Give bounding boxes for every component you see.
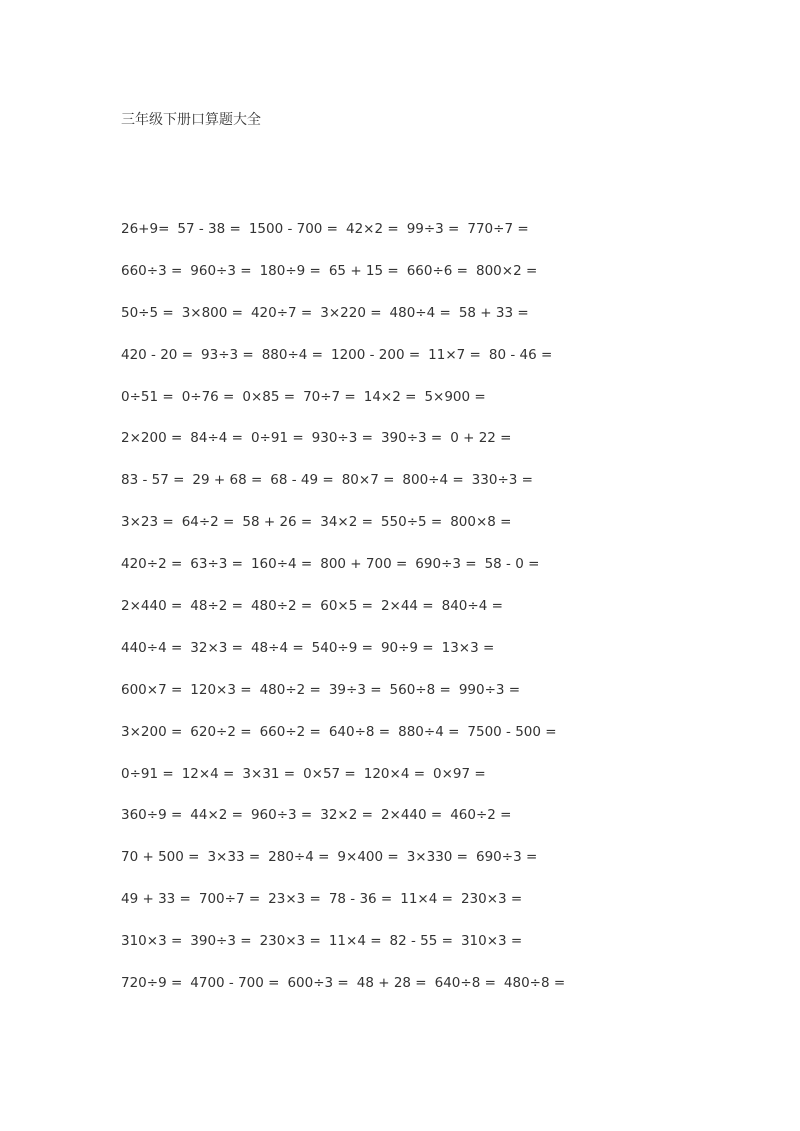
problem-item: 13×3 = — [441, 639, 495, 656]
problem-item: 440÷4 = — [121, 639, 183, 656]
problem-item: 0÷51 = — [121, 388, 174, 405]
problem-item: 99÷3 = — [406, 221, 460, 237]
problem-item: 960÷3 = — [190, 262, 252, 279]
problem-item: 3×330 = — [406, 849, 468, 866]
problem-item: 800÷4 = — [402, 472, 464, 489]
problem-item: 330÷3 = — [471, 472, 533, 489]
problem-row — [121, 805, 761, 847]
problem-item: 690÷3 = — [415, 556, 477, 573]
problem-item: 3×31 = — [242, 765, 296, 782]
problem-item: 660÷6 = — [406, 262, 468, 279]
problem-item: 390÷3 = — [190, 933, 252, 950]
problem-item: 120×4 = — [363, 765, 426, 782]
problem-item: 50÷5 = — [121, 304, 174, 321]
problem-item: 1500 - 700 = — [248, 221, 338, 237]
problem-item: 32×2 = — [320, 807, 373, 824]
problem-item: 2×200 = — [121, 430, 183, 447]
problem-item: 64÷2 = — [181, 514, 235, 531]
problem-item: 660÷3 = — [121, 262, 183, 279]
problem-item: 58 + 26 = — [242, 514, 313, 531]
problem-item: 23×3 = — [268, 891, 321, 908]
problem-item: 3×800 = — [181, 304, 243, 321]
problem-item: 26+9= — [121, 221, 170, 237]
problem-item: 800 + 700 = — [320, 556, 408, 573]
problem-item: 58 + 33 = — [458, 304, 529, 321]
problem-row — [121, 261, 761, 303]
problem-item: 48 + 28 = — [356, 975, 427, 992]
problem-item: 540÷9 = — [311, 639, 373, 656]
problem-item: 80 - 46 = — [488, 346, 553, 363]
problem-row — [121, 931, 761, 973]
problem-item: 560÷8 = — [389, 681, 451, 698]
problem-item: 0×85 = — [242, 388, 296, 405]
problem-item: 34×2 = — [320, 514, 373, 531]
problem-item: 640÷8 = — [328, 723, 391, 740]
problem-item: 930÷3 = — [311, 430, 373, 447]
problem-item: 2×440 = — [121, 598, 183, 615]
problem-item: 9×400 = — [337, 849, 399, 866]
problem-item: 49 + 33 = — [121, 891, 191, 908]
problem-row — [121, 596, 761, 638]
problem-item: 420÷2 = — [121, 556, 183, 573]
problem-row — [121, 428, 761, 470]
problem-item: 0÷91 = — [121, 765, 174, 782]
problem-row — [121, 219, 761, 261]
problem-item: 800×2 = — [475, 262, 538, 279]
problem-item: 90÷9 = — [380, 639, 434, 656]
problem-item: 700÷7 = — [198, 891, 261, 908]
problem-list — [121, 219, 761, 1015]
problem-item: 620÷2 = — [190, 723, 252, 740]
problem-item: 550÷5 = — [380, 514, 443, 531]
problem-row — [121, 722, 761, 764]
problem-row — [121, 512, 761, 554]
problem-item: 2×440 = — [380, 807, 443, 824]
problem-item: 57 - 38 = — [177, 221, 241, 237]
problem-row — [121, 973, 761, 1015]
problem-row — [121, 638, 761, 680]
problem-item: 11×7 = — [428, 346, 481, 363]
problem-item: 160÷4 = — [250, 556, 313, 573]
problem-item: 840÷4 = — [441, 598, 503, 615]
problem-item: 3×33 = — [207, 849, 261, 866]
problem-item: 80×7 = — [341, 472, 395, 489]
problem-item: 11×4 = — [328, 933, 382, 950]
problem-row — [121, 303, 761, 345]
problem-item: 880÷4 = — [261, 346, 323, 363]
problem-item: 44×2 = — [190, 807, 243, 824]
problem-item: 480÷2 = — [259, 681, 321, 698]
problem-item: 480÷2 = — [250, 598, 313, 615]
problem-item: 180÷9 = — [259, 262, 321, 279]
problem-item: 990÷3 = — [458, 681, 521, 698]
problem-item: 83 - 57 = — [121, 472, 185, 489]
problem-item: 480÷4 = — [389, 304, 451, 321]
problem-item: 420÷7 = — [250, 304, 313, 321]
problem-item: 0×57 = — [303, 765, 356, 782]
problem-item: 1200 - 200 = — [330, 346, 421, 363]
problem-item: 60×5 = — [320, 598, 373, 615]
problem-item: 3×200 = — [121, 723, 183, 740]
problem-item: 42×2 = — [346, 221, 399, 237]
problem-item: 29 + 68 = — [192, 472, 263, 489]
problem-item: 48÷4 = — [250, 639, 304, 656]
problem-row — [121, 764, 761, 806]
problem-item: 65 + 15 = — [328, 262, 399, 279]
problem-item: 7500 - 500 = — [467, 723, 557, 740]
problem-item: 480÷8 = — [503, 975, 566, 992]
problem-item: 68 - 49 = — [270, 472, 334, 489]
problem-item: 310×3 = — [121, 933, 183, 950]
problem-item: 390÷3 = — [380, 430, 443, 447]
problem-item: 12×4 = — [181, 765, 235, 782]
problem-item: 230×3 = — [460, 891, 523, 908]
problem-row — [121, 470, 761, 512]
problem-row — [121, 387, 761, 429]
problem-item: 3×220 = — [320, 304, 382, 321]
problem-item: 280÷4 = — [268, 849, 330, 866]
problem-item: 70÷7 = — [303, 388, 356, 405]
problem-item: 690÷3 = — [475, 849, 538, 866]
problem-item: 93÷3 = — [201, 346, 254, 363]
problem-item: 0 + 22 = — [450, 430, 512, 447]
problem-item: 460÷2 = — [450, 807, 512, 824]
problem-row — [121, 680, 761, 722]
problem-item: 0÷91 = — [250, 430, 304, 447]
problem-item: 2×44 = — [380, 598, 434, 615]
problem-row — [121, 554, 761, 596]
problem-item: 310×3 = — [460, 933, 523, 950]
problem-item: 600÷3 = — [287, 975, 349, 992]
problem-item: 640÷8 = — [434, 975, 496, 992]
problem-item: 3×23 = — [121, 514, 174, 531]
problem-item: 84÷4 = — [190, 430, 243, 447]
problem-item: 420 - 20 = — [121, 346, 194, 363]
problem-item: 960÷3 = — [250, 807, 313, 824]
problem-item: 660÷2 = — [259, 723, 321, 740]
problem-row — [121, 345, 761, 387]
problem-item: 230×3 = — [259, 933, 321, 950]
problem-item: 78 - 36 = — [328, 891, 393, 908]
problem-item: 82 - 55 = — [389, 933, 453, 950]
problem-item: 63÷3 = — [190, 556, 243, 573]
problem-item: 4700 - 700 = — [190, 975, 280, 992]
problem-item: 720÷9 = — [121, 975, 183, 992]
problem-item: 5×900 = — [424, 388, 486, 405]
problem-item: 0×97 = — [433, 765, 486, 782]
problem-item: 0÷76 = — [181, 388, 235, 405]
problem-item: 48÷2 = — [190, 598, 243, 615]
problem-item: 32×3 = — [190, 639, 243, 656]
problem-item: 70 + 500 = — [121, 849, 200, 866]
problem-item: 770÷7 = — [467, 221, 529, 237]
problem-row — [121, 847, 761, 889]
problem-row — [121, 889, 761, 931]
problem-item: 14×2 = — [363, 388, 417, 405]
problem-item: 360÷9 = — [121, 807, 183, 824]
problem-item: 600×7 = — [121, 681, 183, 698]
problem-item: 39÷3 = — [328, 681, 382, 698]
problem-item: 11×4 = — [400, 891, 453, 908]
problem-item: 120×3 = — [190, 681, 252, 698]
document-title: 三年级下册口算题大全 — [121, 112, 261, 128]
problem-item: 800×8 = — [450, 514, 512, 531]
problem-item: 880÷4 = — [398, 723, 460, 740]
problem-item: 58 - 0 = — [484, 556, 540, 573]
